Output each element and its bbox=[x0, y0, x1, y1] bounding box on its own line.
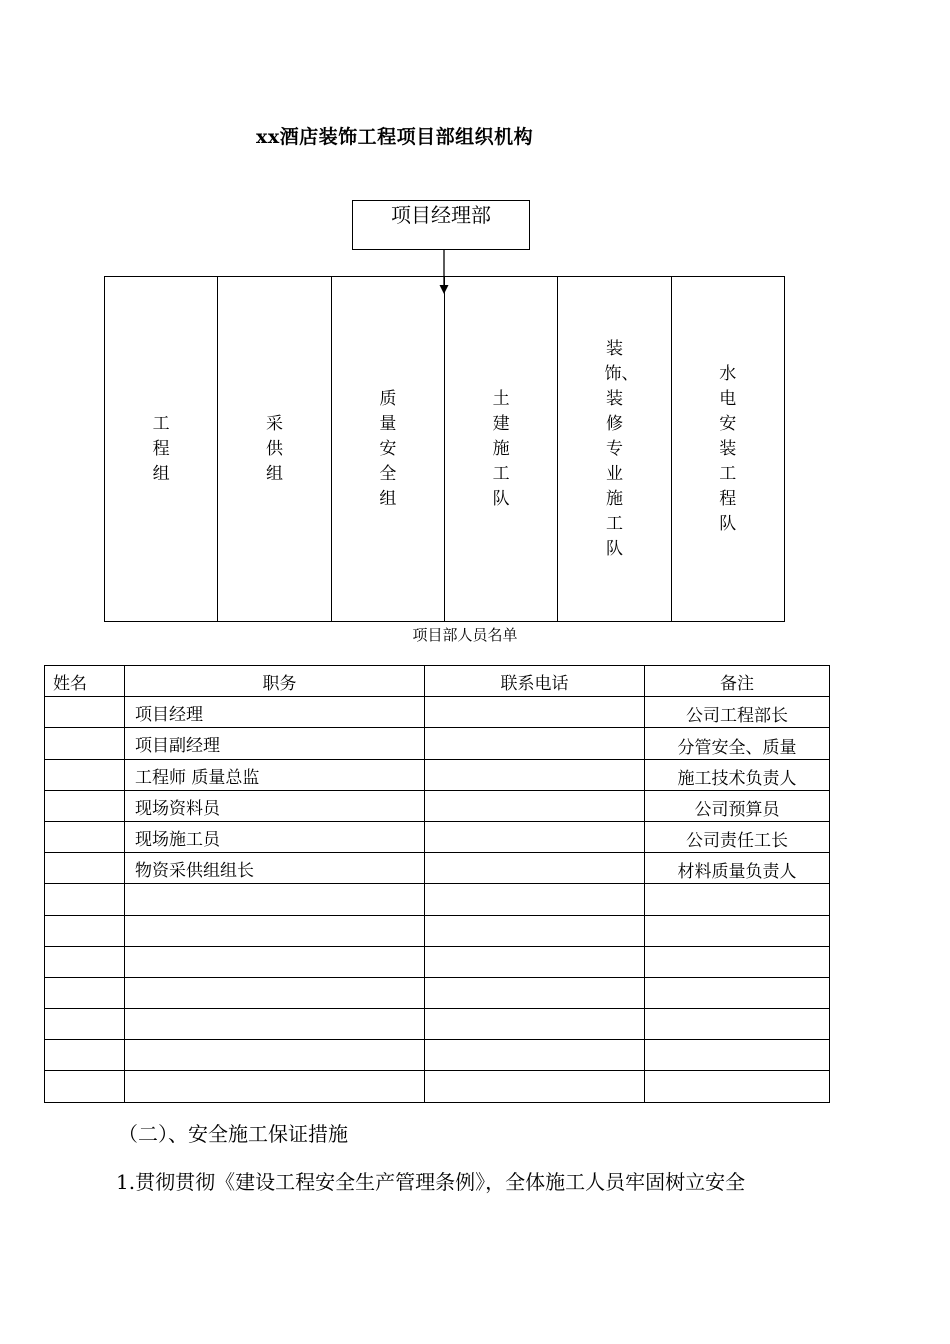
cell-name bbox=[45, 853, 125, 884]
table-row bbox=[45, 853, 830, 884]
table-row bbox=[45, 821, 830, 852]
org-units-row bbox=[104, 276, 785, 622]
table-row bbox=[45, 790, 830, 821]
table-caption: 项目部人员名单 bbox=[412, 626, 518, 644]
cell-role: 项目副经理 bbox=[125, 728, 425, 759]
header-name: 姓名 bbox=[45, 666, 125, 697]
cell-phone bbox=[425, 884, 645, 915]
org-unit-engineering bbox=[105, 277, 218, 621]
cell-note: 材料质量负责人 bbox=[645, 853, 830, 884]
org-unit-label: 水电安装工程队 bbox=[719, 363, 737, 534]
cell-note bbox=[645, 946, 830, 977]
cell-role bbox=[125, 1009, 425, 1040]
table-row bbox=[45, 977, 830, 1008]
org-unit-civil bbox=[445, 277, 558, 621]
org-unit-label: 采供组 bbox=[265, 413, 283, 484]
cell-role bbox=[125, 1071, 425, 1102]
cell-note bbox=[645, 884, 830, 915]
cell-phone bbox=[425, 759, 645, 790]
cell-name bbox=[45, 977, 125, 1008]
body-paragraph: 1.贯彻贯彻《建设工程安全生产管理条例》，全体施工人员牢固树立安全 bbox=[116, 1170, 746, 1194]
cell-note bbox=[645, 1009, 830, 1040]
cell-note bbox=[645, 1071, 830, 1102]
cell-role: 现场资料员 bbox=[125, 790, 425, 821]
page-title: xx酒店装饰工程项目部组织机构 bbox=[256, 126, 534, 148]
org-unit-label: 质量安全组 bbox=[379, 388, 397, 509]
header-phone: 联系电话 bbox=[425, 666, 645, 697]
cell-name bbox=[45, 1071, 125, 1102]
cell-phone bbox=[425, 1009, 645, 1040]
org-unit-label: 土建施工队 bbox=[492, 388, 510, 509]
cell-phone bbox=[425, 1071, 645, 1102]
cell-phone bbox=[425, 1040, 645, 1071]
table-row bbox=[45, 1071, 830, 1102]
cell-name bbox=[45, 759, 125, 790]
cell-name bbox=[45, 1009, 125, 1040]
table-row bbox=[45, 915, 830, 946]
cell-phone bbox=[425, 915, 645, 946]
org-unit-label: 工程组 bbox=[152, 413, 170, 484]
cell-note bbox=[645, 977, 830, 1008]
cell-role: 现场施工员 bbox=[125, 821, 425, 852]
cell-note bbox=[645, 915, 830, 946]
cell-role bbox=[125, 946, 425, 977]
table-row bbox=[45, 728, 830, 759]
cell-note: 公司责任工长 bbox=[645, 821, 830, 852]
cell-role bbox=[125, 977, 425, 1008]
staff-table bbox=[44, 665, 830, 1103]
cell-phone bbox=[425, 790, 645, 821]
org-unit-decoration bbox=[558, 277, 671, 621]
table-row bbox=[45, 697, 830, 728]
org-unit-mep bbox=[672, 277, 784, 621]
cell-note: 公司预算员 bbox=[645, 790, 830, 821]
cell-name bbox=[45, 697, 125, 728]
org-unit-quality-safety bbox=[332, 277, 445, 621]
table-row bbox=[45, 946, 830, 977]
cell-note: 施工技术负责人 bbox=[645, 759, 830, 790]
cell-role bbox=[125, 1040, 425, 1071]
cell-name bbox=[45, 821, 125, 852]
org-unit-procurement bbox=[218, 277, 331, 621]
cell-role: 工程师 质量总监 bbox=[125, 759, 425, 790]
cell-role: 项目经理 bbox=[125, 697, 425, 728]
cell-phone bbox=[425, 977, 645, 1008]
table-row bbox=[45, 759, 830, 790]
cell-note bbox=[645, 1040, 830, 1071]
cell-name bbox=[45, 790, 125, 821]
table-row bbox=[45, 1040, 830, 1071]
cell-note: 分管安全、质量 bbox=[645, 728, 830, 759]
cell-name bbox=[45, 915, 125, 946]
cell-phone bbox=[425, 728, 645, 759]
table-row bbox=[45, 1009, 830, 1040]
cell-role bbox=[125, 884, 425, 915]
cell-name bbox=[45, 946, 125, 977]
section-heading: （二）、安全施工保证措施 bbox=[118, 1122, 348, 1146]
cell-name bbox=[45, 728, 125, 759]
cell-phone bbox=[425, 853, 645, 884]
cell-note: 公司工程部长 bbox=[645, 697, 830, 728]
header-role: 职务 bbox=[125, 666, 425, 697]
org-top-box: 项目经理部 bbox=[352, 200, 530, 250]
org-unit-label: 装饰、装修专业施工队 bbox=[604, 338, 639, 559]
cell-name bbox=[45, 1040, 125, 1071]
table-row bbox=[45, 884, 830, 915]
cell-role: 物资采供组组长 bbox=[125, 853, 425, 884]
cell-phone bbox=[425, 946, 645, 977]
table-header-row bbox=[45, 666, 830, 697]
cell-phone bbox=[425, 821, 645, 852]
header-note: 备注 bbox=[645, 666, 830, 697]
cell-name bbox=[45, 884, 125, 915]
cell-role bbox=[125, 915, 425, 946]
cell-phone bbox=[425, 697, 645, 728]
